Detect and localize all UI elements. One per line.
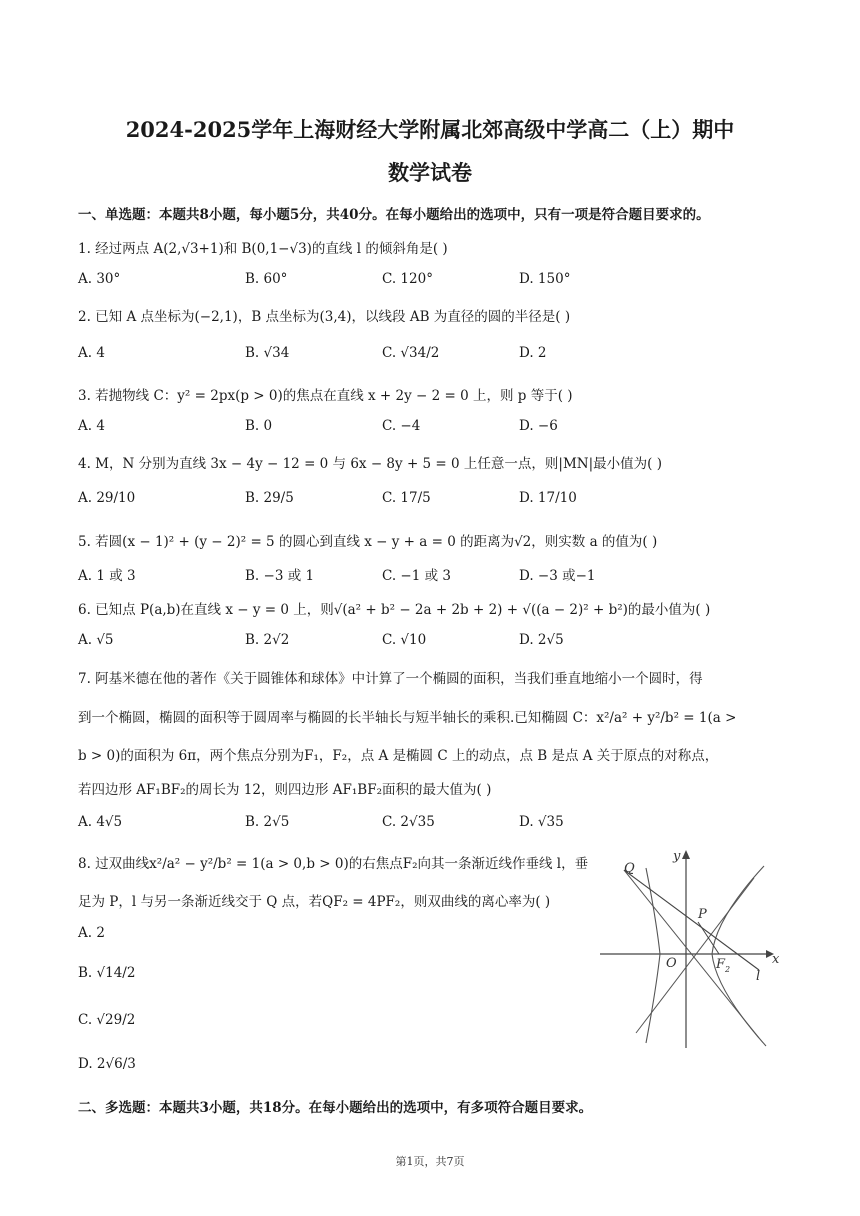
question-8-option-b: B. √14/2	[78, 965, 136, 981]
question-1-option-d: D. 150°	[519, 271, 571, 287]
question-5-stem: 5. 若圆(x − 1)² + (y − 2)² = 5 的圆心到直线 x − y + a = 0 的距离为√2，则实数 a 的值为( )	[78, 534, 658, 550]
hyperbola-right-branch	[712, 866, 766, 1046]
question-4-option-d: D. 17/10	[519, 490, 577, 506]
question-8-option-c: C. √29/2	[78, 1012, 136, 1028]
y-axis-arrow	[682, 850, 690, 859]
question-5-option-d: D. −3 或−1	[519, 568, 596, 584]
question-3-option-a: A. 4	[78, 418, 105, 434]
question-4-option-a: A. 29/10	[78, 490, 136, 506]
question-3-option-c: C. −4	[382, 418, 421, 434]
question-2-option-d: D. 2	[519, 345, 547, 361]
question-6-option-d: D. 2√5	[519, 632, 564, 648]
exam-title-line1: 2024-2025学年上海财经大学附属北郊高级中学高二（上）期中	[125, 117, 735, 142]
question-1-option-a: A. 30°	[78, 271, 121, 287]
page-footer: 第1页，共7页	[395, 1155, 465, 1168]
question-2-option-c: C. √34/2	[382, 345, 440, 361]
question-7-option-b: B. 2√5	[245, 814, 290, 830]
label-l: l	[756, 969, 761, 984]
question-3-stem: 3. 若抛物线 C：y² = 2px(p > 0)的焦点在直线 x + 2y − 2 = 0 上，则 p 等于( )	[78, 388, 573, 404]
question-1-stem: 1. 经过两点 A(2,√3+1)和 B(0,1−√3)的直线 l 的倾斜角是( )	[78, 241, 448, 257]
question-3-option-d: D. −6	[519, 418, 558, 434]
question-7-line2: 到一个椭圆，椭圆的面积等于圆周率与椭圆的长半轴长与短半轴长的乘积.已知椭圆 C：x²/a² + y²/b² = 1(a >	[78, 710, 737, 726]
question-4-stem: 4. M，N 分别为直线 3x − 4y − 12 = 0 与 6x − 8y + 5 = 0 上任意一点，则|MN|最小值为( )	[78, 456, 662, 472]
question-7-line3: b > 0)的面积为 6π，两个焦点分别为F₁，F₂，点 A 是椭圆 C 上的动点，点 B 是点 A 关于原点的对称点，	[78, 748, 719, 764]
question-1-option-c: C. 120°	[382, 271, 433, 287]
exam-title-line2: 数学试卷	[388, 160, 472, 185]
section2-heading: 二、多选题：本题共3小题，共18分。在每小题给出的选项中，有多项符合题目要求。	[78, 1100, 593, 1116]
section1-heading: 一、单选题：本题共8小题，每小题5分，共40分。在每小题给出的选项中，只有一项是符合题目要求的。	[78, 207, 710, 223]
question-6-option-b: B. 2√2	[245, 632, 290, 648]
question-7-option-d: D. √35	[519, 814, 564, 830]
label-p: P	[698, 907, 707, 922]
line-l	[624, 870, 759, 970]
question-4-option-c: C. 17/5	[382, 490, 431, 506]
hyperbola-figure	[594, 838, 784, 1053]
label-x: x	[772, 952, 780, 967]
label-y: y	[673, 849, 681, 864]
question-7-line4: 若四边形 AF₁BF₂的周长为 12，则四边形 AF₁BF₂面积的最大值为( )	[78, 782, 492, 798]
label-q: Q	[624, 861, 635, 876]
question-8-option-d: D. 2√6/3	[78, 1056, 136, 1072]
question-6-option-a: A. √5	[78, 632, 114, 648]
question-7-option-c: C. 2√35	[382, 814, 435, 830]
question-2-option-a: A. 4	[78, 345, 105, 361]
question-6-option-c: C. √10	[382, 632, 427, 648]
question-6-stem: 6. 已知点 P(a,b)在直线 x − y = 0 上，则√(a² + b² − 2a + 2b + 2) + √((a − 2)² + b²)的最小值为( )	[78, 602, 711, 618]
label-f2: F	[716, 957, 726, 972]
question-5-option-c: C. −1 或 3	[382, 568, 452, 584]
question-3-option-b: B. 0	[245, 418, 273, 434]
question-7-line1: 7. 阿基米德在他的著作《关于圆锥体和球体》中计算了一个椭圆的面积，当我们垂直地缩小一个圆时，得	[78, 671, 703, 687]
label-f2-subscript: 2	[725, 965, 731, 974]
question-8-option-a: A. 2	[78, 925, 105, 941]
question-1-option-b: B. 60°	[245, 271, 288, 287]
question-5-option-b: B. −3 或 1	[245, 568, 315, 584]
question-8-line1: 8. 过双曲线x²/a² − y²/b² = 1(a > 0,b > 0)的右焦点F₂向其一条渐近线作垂线 l，垂	[78, 856, 589, 872]
question-2-stem: 2. 已知 A 点坐标为(−2,1)，B 点坐标为(3,4)，以线段 AB 为直径的圆的半径是( )	[78, 309, 571, 325]
question-5-option-a: A. 1 或 3	[78, 568, 136, 584]
label-o: O	[666, 956, 677, 971]
question-7-option-a: A. 4√5	[78, 814, 123, 830]
question-4-option-b: B. 29/5	[245, 490, 294, 506]
question-2-option-b: B. √34	[245, 345, 290, 361]
question-8-line2: 足为 P，l 与另一条渐近线交于 Q 点，若QF₂ = 4PF₂，则双曲线的离心率为( )	[78, 894, 551, 910]
